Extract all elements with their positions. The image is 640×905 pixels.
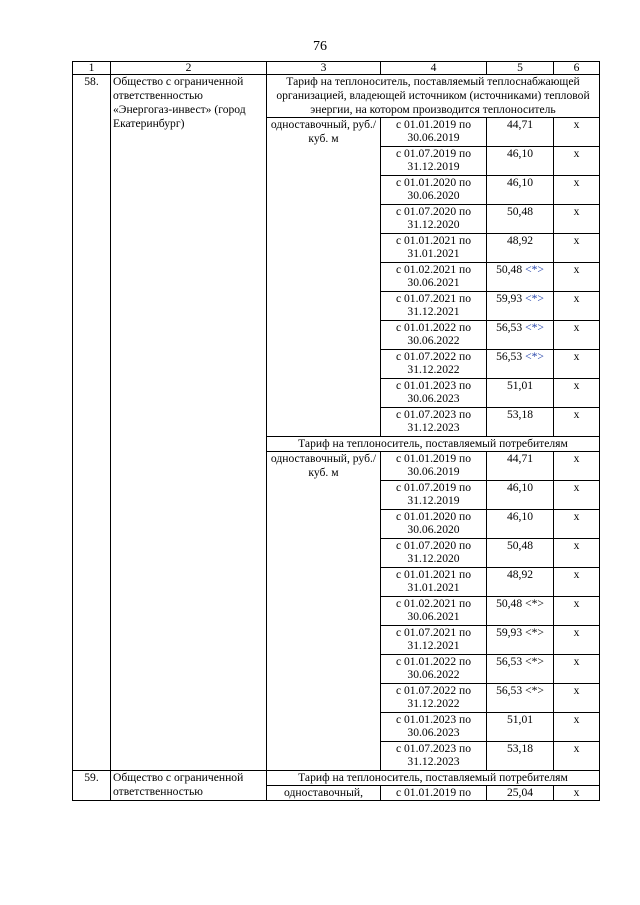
tariff-value: 51,01 [506, 379, 534, 392]
header-cell: 1 [73, 62, 111, 75]
value-cell [487, 234, 554, 263]
value-cell [487, 655, 554, 684]
period-cell: с 01.07.2020 по 31.12.2020 [381, 539, 487, 568]
column-6-cell: х [554, 379, 600, 408]
tariff-value: 44,71 [506, 452, 534, 465]
tariff-value: 59,93 [496, 292, 523, 305]
tariff-value: 56,53 [496, 350, 523, 363]
column-6-cell: х [554, 626, 600, 655]
tariff-unit: одноставочный, руб./куб. м [267, 452, 381, 771]
tariff-value: 53,18 [506, 408, 534, 421]
tariff-value: 56,53 [496, 684, 523, 697]
header-cell: 3 [267, 62, 381, 75]
value-cell [487, 510, 554, 539]
tariff-value: 56,53 [496, 321, 523, 334]
footnote-marker: <*> [525, 626, 544, 639]
value-cell [487, 292, 554, 321]
organization-name: Общество с ограниченной ответственностью [111, 771, 267, 801]
value-cell [487, 786, 554, 801]
footnote-marker: <*> [525, 597, 544, 610]
value-cell [487, 176, 554, 205]
value-cell [487, 684, 554, 713]
period-cell: с 01.01.2023 по 30.06.2023 [381, 713, 487, 742]
column-6-cell: х [554, 234, 600, 263]
period-cell: с 01.01.2020 по 30.06.2020 [381, 176, 487, 205]
value-cell [487, 263, 554, 292]
tariff-title: Тариф на теплоноситель, поставляемый потребителям [267, 771, 600, 786]
column-6-cell: х [554, 568, 600, 597]
value-cell [487, 481, 554, 510]
tariff-value: 56,53 [496, 655, 523, 668]
column-6-cell: х [554, 597, 600, 626]
period-cell: с 01.01.2023 по 30.06.2023 [381, 379, 487, 408]
value-cell [487, 626, 554, 655]
footnote-marker: <*> [525, 350, 544, 363]
value-cell [487, 350, 554, 379]
column-6-cell: х [554, 481, 600, 510]
column-6-cell: х [554, 655, 600, 684]
value-cell [487, 147, 554, 176]
column-6-cell: х [554, 205, 600, 234]
period-cell: с 01.02.2021 по 30.06.2021 [381, 597, 487, 626]
period-cell: с 01.01.2021 по 31.01.2021 [381, 234, 487, 263]
tariff-value: 44,71 [506, 118, 534, 131]
period-cell: с 01.07.2022 по 31.12.2022 [381, 350, 487, 379]
column-6-cell: х [554, 713, 600, 742]
tariff-value: 48,92 [506, 568, 534, 581]
header-cell: 5 [487, 62, 554, 75]
value-cell [487, 379, 554, 408]
period-cell: с 01.02.2021 по 30.06.2021 [381, 263, 487, 292]
period-cell: с 01.01.2019 по 30.06.2019 [381, 452, 487, 481]
tariff-value: 46,10 [506, 176, 534, 189]
header-row [73, 62, 600, 75]
period-cell: с 01.07.2020 по 31.12.2020 [381, 205, 487, 234]
column-6-cell: х [554, 742, 600, 771]
tariff-value: 50,48 [506, 539, 534, 552]
tariff-title: Тариф на теплоноситель, поставляемый потребителям [267, 437, 600, 452]
column-6-cell: х [554, 176, 600, 205]
period-cell: с 01.01.2019 по 30.06.2019 [381, 118, 487, 147]
period-cell: с 01.07.2021 по 31.12.2021 [381, 292, 487, 321]
section-title-row [73, 75, 600, 118]
tariff-unit: одноставочный, руб./куб. м [267, 118, 381, 437]
header-cell: 4 [381, 62, 487, 75]
tariff-value: 46,10 [506, 510, 534, 523]
tariff-value: 53,18 [506, 742, 534, 755]
value-cell [487, 408, 554, 437]
tariff-value: 59,93 [496, 626, 523, 639]
tariff-title: Тариф на теплоноситель, поставляемый теплоснабжающей организацией, владеющей источником (источниками) тепловой энергии, на котором производится теплоноситель [267, 75, 600, 118]
tariff-table [72, 61, 600, 801]
footnote-marker: <*> [525, 292, 544, 305]
period-cell: с 01.01.2022 по 30.06.2022 [381, 321, 487, 350]
period-cell: с 01.07.2022 по 31.12.2022 [381, 684, 487, 713]
column-6-cell: х [554, 684, 600, 713]
period-cell: с 01.07.2021 по 31.12.2021 [381, 626, 487, 655]
period-cell: с 01.01.2022 по 30.06.2022 [381, 655, 487, 684]
value-cell [487, 118, 554, 147]
value-cell [487, 742, 554, 771]
value-cell [487, 597, 554, 626]
section-title-row [73, 771, 600, 786]
period-cell: с 01.07.2023 по 31.12.2023 [381, 408, 487, 437]
column-6-cell: х [554, 408, 600, 437]
column-6-cell: х [554, 147, 600, 176]
tariff-value: 46,10 [506, 147, 534, 160]
column-6-cell: х [554, 786, 600, 801]
column-6-cell: х [554, 510, 600, 539]
column-6-cell: х [554, 539, 600, 568]
tariff-unit: одноставочный, [267, 786, 381, 801]
header-cell: 2 [111, 62, 267, 75]
column-6-cell: х [554, 321, 600, 350]
tariff-value: 46,10 [506, 481, 534, 494]
row-number: 58. [73, 75, 111, 771]
period-cell: с 01.01.2020 по 30.06.2020 [381, 510, 487, 539]
tariff-value: 25,04 [506, 786, 534, 799]
footnote-marker: <*> [525, 684, 544, 697]
column-6-cell: х [554, 350, 600, 379]
tariff-value: 51,01 [506, 713, 534, 726]
organization-name: Общество с ограниченной ответственностью «Энергогаз-инвест» (город Екатеринбург) [111, 75, 267, 771]
period-cell: с 01.01.2019 по [381, 786, 487, 801]
tariff-value: 48,92 [506, 234, 534, 247]
header-cell: 6 [554, 62, 600, 75]
column-6-cell: х [554, 118, 600, 147]
footnote-marker: <*> [525, 655, 544, 668]
period-cell: с 01.07.2023 по 31.12.2023 [381, 742, 487, 771]
footnote-marker: <*> [525, 263, 544, 276]
value-cell [487, 568, 554, 597]
period-cell: с 01.07.2019 по 31.12.2019 [381, 147, 487, 176]
column-6-cell: х [554, 263, 600, 292]
value-cell [487, 205, 554, 234]
column-6-cell: х [554, 452, 600, 481]
period-cell: с 01.01.2021 по 31.01.2021 [381, 568, 487, 597]
footnote-marker: <*> [525, 321, 544, 334]
page-number: 76 [313, 39, 327, 54]
period-cell: с 01.07.2019 по 31.12.2019 [381, 481, 487, 510]
value-cell [487, 321, 554, 350]
value-cell [487, 539, 554, 568]
row-number: 59. [73, 771, 111, 801]
value-cell [487, 452, 554, 481]
tariff-value: 50,48 [496, 597, 523, 610]
column-6-cell: х [554, 292, 600, 321]
tariff-value: 50,48 [496, 263, 523, 276]
tariff-value: 50,48 [506, 205, 534, 218]
value-cell [487, 713, 554, 742]
